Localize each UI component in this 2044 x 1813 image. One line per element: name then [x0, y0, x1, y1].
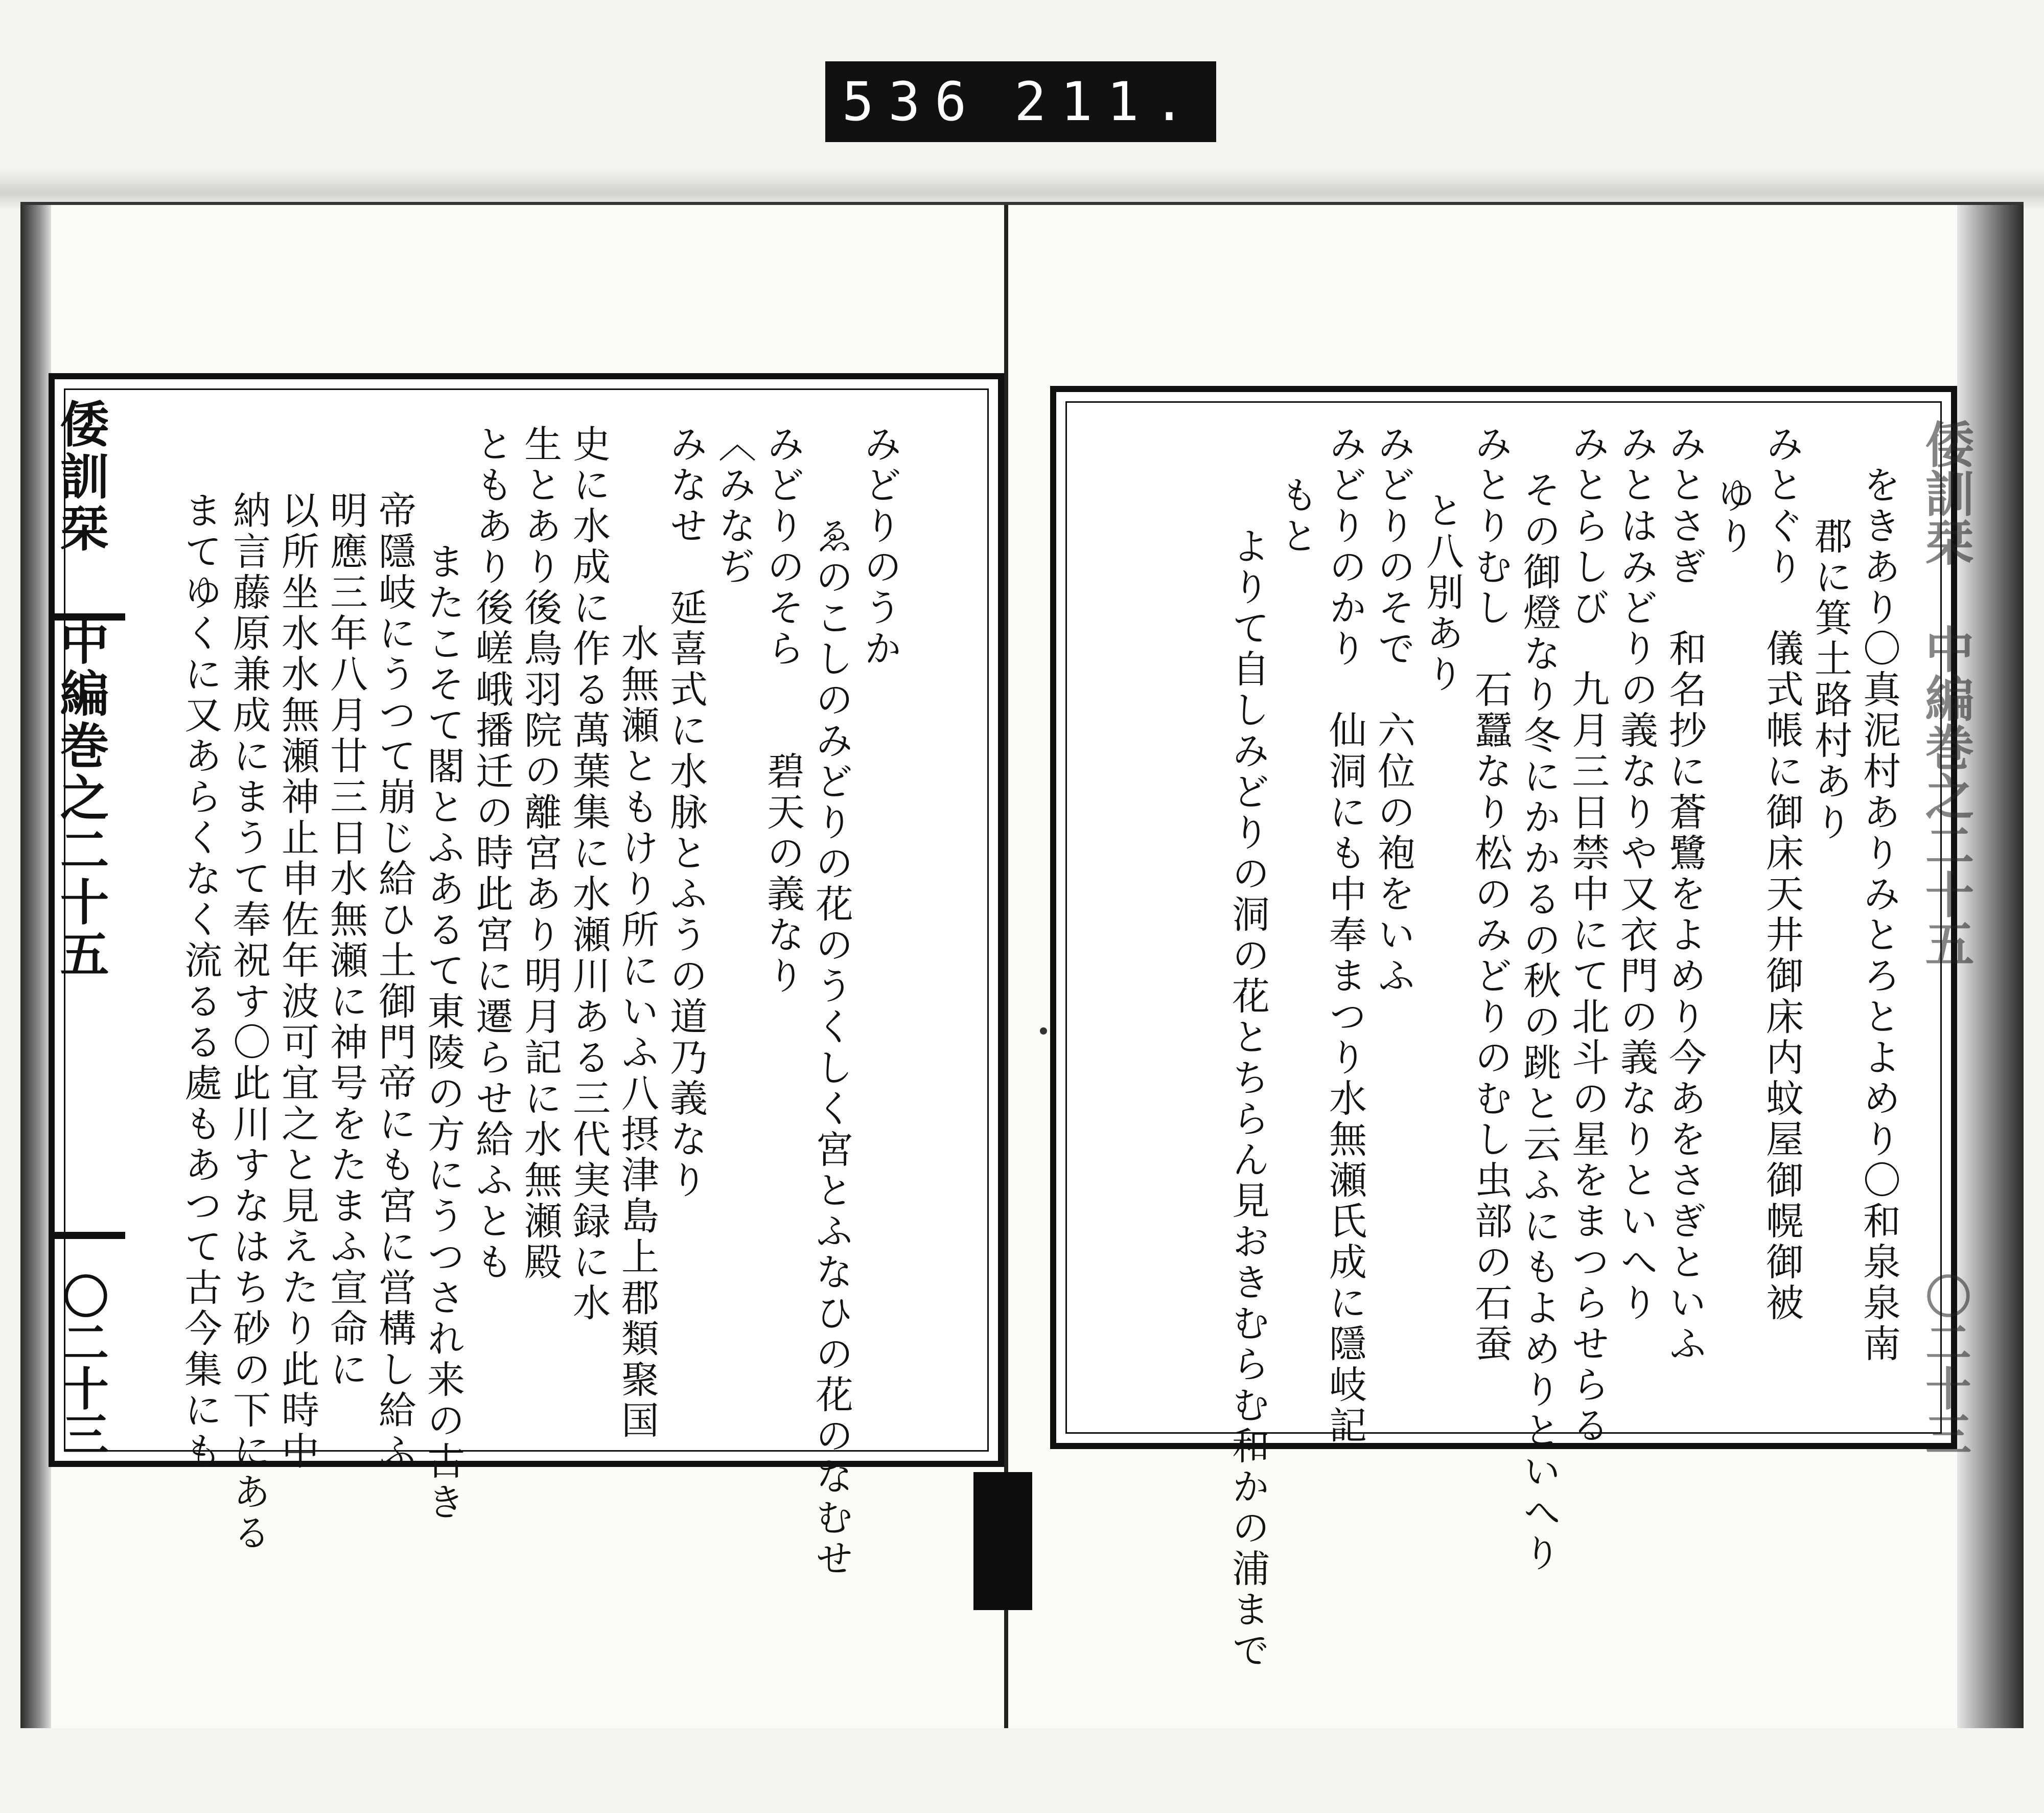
left-edge — [20, 205, 51, 1728]
ink-dot — [1040, 1027, 1047, 1035]
left-col-8: 生とあり後鳥羽院の離宮あり明月記に水無瀬殿 — [518, 424, 562, 1283]
left-col-6: 水無瀬ともけり所にいふ八摂津島上郡類聚国 — [615, 624, 659, 1441]
right-col-13: もと — [1274, 475, 1318, 557]
catalog-label — [825, 61, 1216, 142]
left-page-number: 〇二十三 — [55, 1273, 109, 1457]
right-col-10: と八別あり — [1420, 491, 1464, 695]
right-col-3: みとぐり 儀式帳に御床天井御床内蚊屋御幌御被 — [1760, 424, 1804, 1324]
left-col-4: 〈みなぢ — [712, 424, 756, 588]
right-margin-title: 倭訓栞 中編巻之二十五 — [1917, 419, 1975, 968]
right-col-2: 郡に箕土路村あり — [1808, 516, 1852, 843]
right-col-1: をきあり〇真泥村ありみとろとよめり〇和泉泉南 — [1857, 465, 1901, 1365]
left-col-15: まてゆくに又あらくなく流るる處もあつて古今集にも — [178, 491, 222, 1472]
left-col-9: ともあり後嵯峨播迁の時此宮に遷らせ給ふとも — [470, 424, 514, 1283]
left-col-5: みなせ 延喜式に水脉とふうの道乃義なり — [664, 424, 708, 1201]
right-col-8: その御燈なり冬にかかるの秋の跳と云ふにもよめりといへり — [1517, 470, 1561, 1574]
right-col-6: みとはみどりの義なりや又衣門の義なりといへり — [1614, 424, 1658, 1324]
right-col-14: よりて自しみどりの洞の花とちらん見おきむらむ和かの浦まで — [1226, 526, 1270, 1671]
right-col-9: みとりむし 石蠶なり松のみどりのむし虫部の石蚕 — [1469, 424, 1513, 1365]
left-col-1: みどりのうか — [858, 424, 902, 670]
right-col-11: みどりのそで 六位の袍をいふ — [1372, 424, 1415, 997]
left-margin-title: 倭訓栞 中編巻之二十五 — [52, 399, 110, 981]
right-col-7: みとらしび 九月三日禁中にて北斗の星をまつらせらる — [1566, 424, 1610, 1447]
catalog-label-left: 536 — [842, 71, 981, 133]
left-margin-divider-bottom — [49, 1232, 125, 1239]
left-col-3: みどりのそら 碧天の義なり — [761, 424, 805, 997]
left-col-2: ゑのこしのみどりの花のうくしく宮とふなひの花のなむせ — [809, 516, 853, 1579]
left-col-14: 納言藤原兼成にまうて奉祝す〇此川すなはち砂の下にある — [227, 491, 271, 1554]
left-col-7: 史に水成に作る萬葉集に水瀬川ある三代実録に水 — [567, 424, 611, 1324]
left-col-13: 以所坐水水無瀬神止申佐年波可宜之と見えたり此時中 — [275, 491, 319, 1472]
right-col-4: ゆり — [1711, 475, 1755, 557]
left-col-11: 帝隱岐にうつて崩じ給ひ土御門帝にも宮に営構し給ふ — [373, 491, 416, 1472]
left-col-10: またこそて閣とふあるて東陵の方にうつされ来の古き — [421, 542, 465, 1523]
gutter-block — [973, 1472, 1032, 1610]
right-page-number: 〇二十三 — [1917, 1273, 1971, 1457]
catalog-label-right: 211. — [1014, 71, 1200, 133]
right-col-12: みどりのかり 仙洞にも中奉まつり水無瀬氏成に隱岐記 — [1323, 424, 1367, 1447]
left-col-12: 明應三年八月廿三日水無瀬に神号をたまふ宣命に — [324, 491, 368, 1390]
right-col-5: みとさぎ 和名抄に蒼鷺をよめり今あをさぎといふ — [1663, 424, 1707, 1365]
